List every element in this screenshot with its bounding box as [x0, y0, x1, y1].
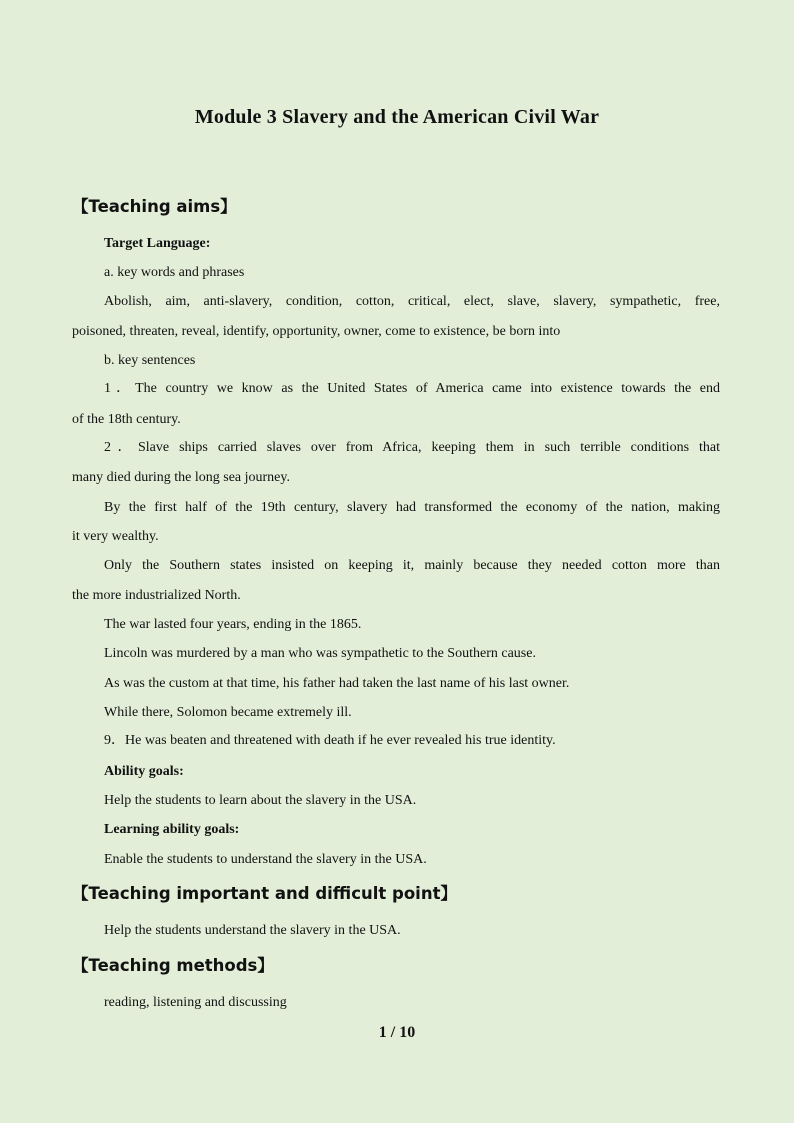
teaching-methods-text: reading, listening and discussing [104, 995, 287, 1010]
sentence-4-line-2: the more industrialized North. [72, 588, 241, 603]
important-point-text: Help the students understand the slavery in the USA. [104, 923, 401, 938]
sentence-8: While there, Solomon became extremely ill. [104, 705, 352, 720]
learning-ability-goals-label: Learning ability goals: [104, 822, 240, 837]
sentence-7: As was the custom at that time, his father had taken the last name of his last owner. [104, 676, 570, 691]
target-language-label: Target Language: [104, 236, 211, 251]
key-words-line-2: poisoned, threaten, reveal, identify, opportunity, owner, come to existence, be born into [72, 324, 561, 339]
page-number: 1 / 10 [378, 1024, 416, 1041]
ability-goals-label: Ability goals: [104, 764, 184, 779]
sentence-6: Lincoln was murdered by a man who was sympathetic to the Southern cause. [104, 646, 536, 661]
sentence-1-line-1: 1．The country we know as the United States of America came into existence towards the end [104, 381, 720, 396]
ability-goals-text: Help the students to learn about the slavery in the USA. [104, 793, 417, 808]
key-words-line-1: Abolish, aim, anti-slavery, condition, cotton, critical, elect, slave, slavery, sympathetic, free, [104, 294, 720, 309]
key-words-label: a. key words and phrases [104, 265, 245, 280]
key-sentences-label: b. key sentences [104, 353, 196, 368]
sentence-1-line-2: of the 18th century. [72, 412, 181, 427]
sentence-3-line-1: By the first half of the 19th century, slavery had transformed the economy of the nation, making [104, 500, 720, 515]
learning-ability-goals-text: Enable the students to understand the slavery in the USA. [104, 852, 427, 867]
section-heading-teaching-aims: 【Teaching aims】 [72, 197, 237, 216]
section-heading-important-point: 【Teaching important and difficult point】 [72, 884, 457, 903]
page-title: Module 3 Slavery and the American Civil War [194, 106, 600, 128]
sentence-2-line-1: 2．Slave ships carried slaves over from Africa, keeping them in such terrible conditions that [104, 440, 720, 455]
sentence-5: The war lasted four years, ending in the 1865. [104, 617, 362, 632]
sentence-3-line-2: it very wealthy. [72, 529, 159, 544]
sentence-4-line-1: Only the Southern states insisted on keeping it, mainly because they needed cotton more than [104, 558, 720, 573]
sentence-2-line-2: many died during the long sea journey. [72, 470, 290, 485]
sentence-9: 9．He was beaten and threatened with death if he ever revealed his true identity. [104, 733, 556, 748]
section-heading-teaching-methods: 【Teaching methods】 [72, 956, 274, 975]
